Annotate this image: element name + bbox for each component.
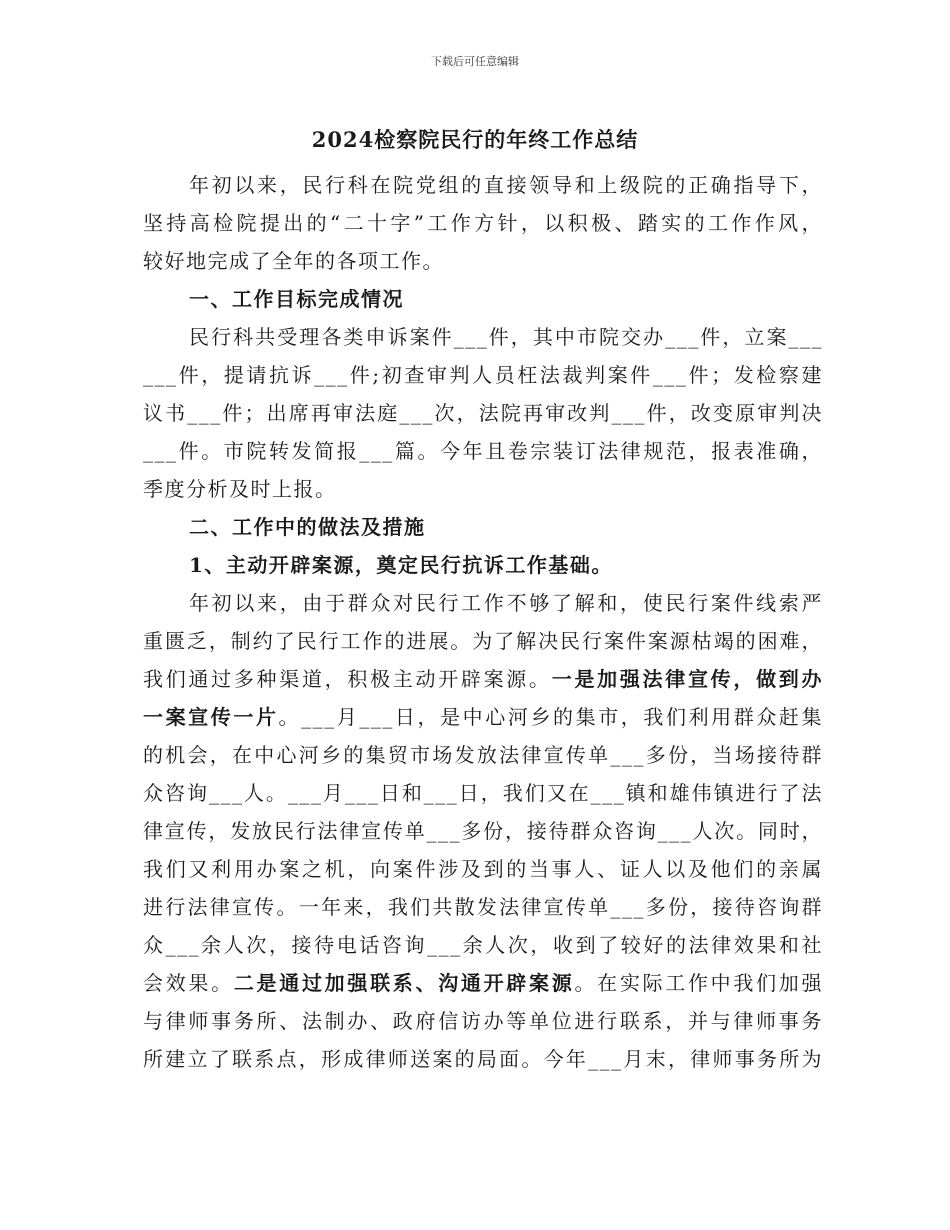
line-text: 我们通过多种渠道，积极主动开辟案源。 (143, 667, 552, 691)
line-text: 季度分析及时上报。 (143, 477, 337, 501)
line-text: 众___余人次，接待电话咨询___余人次，收到了较好的法律效果和社 (143, 933, 823, 957)
body-line (143, 166, 823, 204)
body-line (143, 432, 823, 470)
body-line (143, 660, 823, 698)
line-text: 我们又利用办案之机，向案件涉及到的当事人、证人以及他们的亲属 (143, 857, 823, 881)
line-text: 与律师事务所、法制办、政府信访办等单位进行联系，并与律师事务 (143, 1009, 823, 1033)
body-line (143, 964, 823, 1002)
line-text: 年初以来，由于群众对民行工作不够了解和，使民行案件线索严 (189, 591, 823, 615)
body-line (143, 850, 823, 888)
line-text: ___件。市院转发简报___篇。今年且卷宗装订法律规范，报表准确， (143, 439, 823, 463)
line-text: 民行科共受理各类申诉案件___件，其中市院交办___件，立案___ (189, 325, 823, 349)
line-text: 1、主动开辟案源，奠定民行抗诉工作基础。 (189, 553, 613, 577)
body-line (143, 356, 823, 394)
line-text: 所建立了联系点，形成律师送案的局面。今年___月末，律师事务所为 (143, 1047, 823, 1071)
body-line (143, 812, 823, 850)
body-line (143, 736, 823, 774)
body-line (143, 698, 823, 736)
line-text: 较好地完成了全年的各项工作。 (143, 249, 444, 273)
body-line (143, 318, 823, 356)
section-heading (143, 280, 823, 318)
line-text: 众咨询___人。___月___日和___日，我们又在___镇和雄伟镇进行了法 (143, 781, 823, 805)
line-text: 议书___件；出席再审法庭___次，法院再审改判___件，改变原审判决 (143, 401, 823, 425)
document-title: 2024检察院民行的年终工作总结 (311, 127, 639, 152)
body-line (143, 204, 823, 242)
section-heading (143, 508, 823, 546)
document-body (143, 166, 823, 1078)
line-text: 重匮乏，制约了民行工作的进展。为了解决民行案件案源枯竭的困难， (143, 629, 823, 653)
line-text: 的机会，在中心河乡的集贸市场发放法律宣传单___多份，当场接待群 (143, 743, 823, 767)
line-text: 一、工作目标完成情况 (189, 287, 404, 311)
body-line (143, 394, 823, 432)
body-line (143, 242, 823, 280)
body-line (143, 584, 823, 622)
line-text: 。___月___日，是中心河乡的集市，我们利用群众赶集 (278, 705, 824, 729)
line-text: 二、工作中的做法及措施 (189, 515, 426, 539)
line-text: 。在实际工作中我们加强 (574, 971, 824, 995)
line-text: 年初以来，民行科在院党组的直接领导和上级院的正确指导下， (189, 173, 823, 197)
body-line (143, 774, 823, 812)
body-line (143, 1040, 823, 1078)
body-line (143, 1002, 823, 1040)
bold-text: 一是加强法律宣传，做到办 (551, 667, 824, 691)
header-note: 下载后可任意编辑 (431, 55, 519, 68)
bold-text: 一案宣传一片 (143, 705, 279, 729)
line-text: 会效果。 (143, 971, 234, 995)
body-line (143, 470, 823, 508)
line-text: 律宣传，发放民行法律宣传单___多份，接待群众咨询___人次。同时， (143, 819, 823, 843)
section-heading (143, 546, 823, 584)
line-text: ___件，提请抗诉___件;初查审判人员枉法裁判案件___件；发检察建 (143, 363, 823, 387)
line-text: 进行法律宣传。一年来，我们共散发法律宣传单___多份，接待咨询群 (143, 895, 823, 919)
body-line (143, 888, 823, 926)
body-line (143, 926, 823, 964)
line-text: 坚持高检院提出的“二十字”工作方针，以积极、踏实的工作作风， (143, 211, 823, 235)
body-line (143, 622, 823, 660)
bold-text: 二是通过加强联系、沟通开辟案源 (233, 971, 575, 995)
